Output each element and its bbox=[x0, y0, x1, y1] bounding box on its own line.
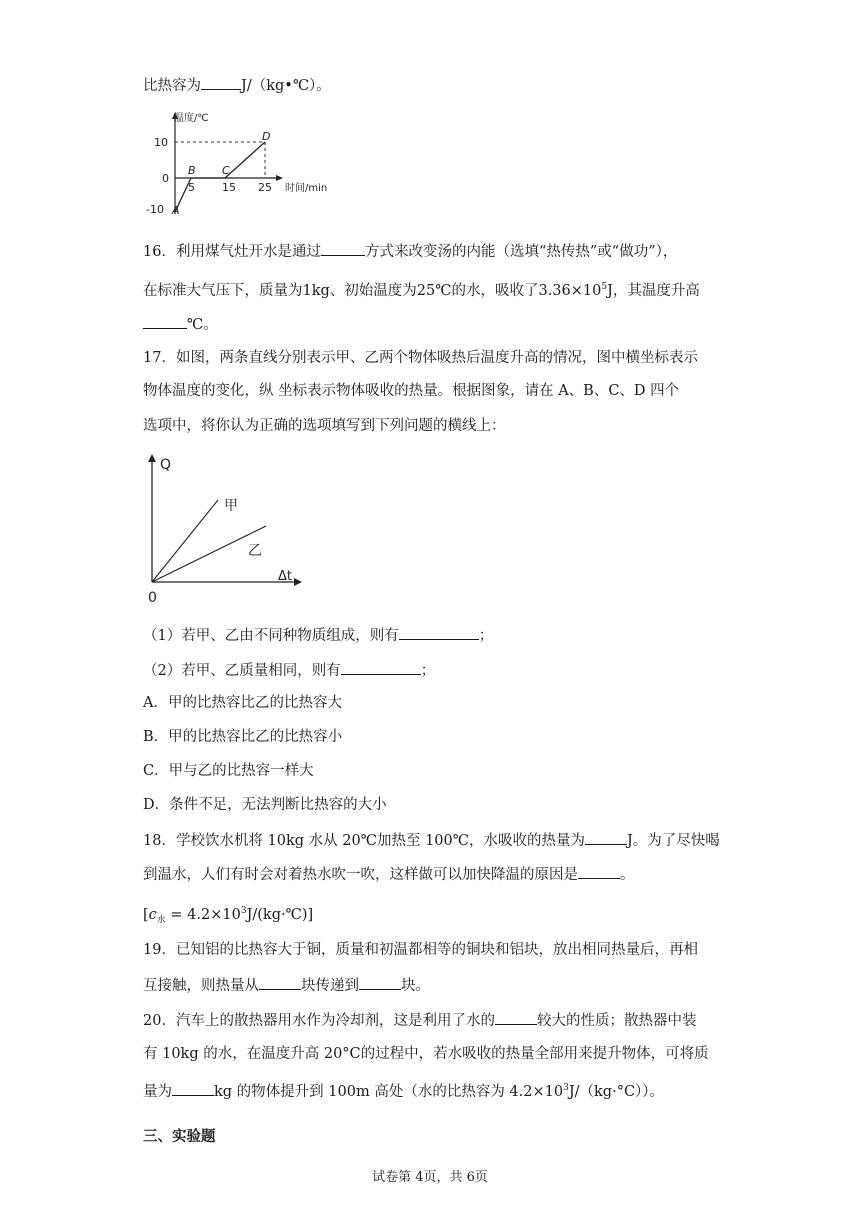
text: 。 bbox=[620, 867, 635, 883]
exponent: 3 bbox=[240, 906, 247, 916]
y-axis-label: Q bbox=[160, 457, 172, 473]
q17-part-2 bbox=[143, 659, 435, 681]
text: （2）若甲、乙质量相同，则有 bbox=[143, 663, 341, 679]
point-label: D bbox=[262, 130, 271, 143]
series-line-jia bbox=[152, 500, 218, 582]
heat-temperature-graph bbox=[140, 450, 310, 610]
text: 、初始温度为 bbox=[329, 282, 417, 299]
q19-line-1: 19．已知铝的比热容大于铜，质量和初温都相等的铜块和铝块，放出相同热量后，再相 bbox=[143, 942, 698, 958]
text: 方式来改变汤的内能（选填“热传热”或“做功”）， bbox=[364, 244, 678, 260]
text: 较大的性质；散热器中装 bbox=[536, 1013, 697, 1029]
answer-blank[interactable] bbox=[143, 313, 187, 329]
subscript: 水 bbox=[156, 915, 166, 926]
y-tick: 10 bbox=[154, 136, 168, 149]
answer-blank[interactable] bbox=[399, 624, 479, 640]
q17-line-2: 物体温度的变化，纵 坐标表示物体吸收的热量。根据图象，请在 A、B、C、D 四个 bbox=[143, 383, 680, 399]
q16-line-2 bbox=[143, 277, 700, 301]
q15-tail-line bbox=[143, 74, 331, 96]
temperature-time-graph bbox=[140, 110, 340, 220]
math-unit: J/(kg·℃) bbox=[246, 906, 308, 923]
answer-blank[interactable] bbox=[341, 659, 421, 675]
text: J/（kg•℃）。 bbox=[241, 78, 331, 94]
text: 18．学校饮水机将 10kg 水从 20℃加热至 100℃，水吸收的热量为 bbox=[143, 833, 585, 849]
q17-line-1: 17．如图，两条直线分别表示甲、乙两个物体吸热后温度升高的情况，图中横坐标表示 bbox=[143, 350, 698, 366]
q18-line-1 bbox=[143, 829, 720, 851]
text: kg 的物体提升到 100m 高处（水的比热容为 4.2×10 bbox=[214, 1083, 564, 1100]
q18-formula bbox=[143, 901, 313, 931]
answer-blank[interactable] bbox=[172, 1080, 214, 1096]
x-tick: 5 bbox=[188, 181, 195, 194]
answer-blank[interactable] bbox=[495, 1009, 537, 1025]
text: （1）若甲、乙由不同种物质组成，则有 bbox=[143, 628, 399, 644]
x-tick: 15 bbox=[222, 181, 236, 194]
q20-line-1 bbox=[143, 1009, 696, 1031]
text: 块。 bbox=[401, 978, 430, 994]
answer-blank[interactable] bbox=[578, 863, 620, 879]
x-tick: 25 bbox=[258, 181, 272, 194]
math-value: = 4.2×10 bbox=[165, 906, 241, 923]
text: 的水，吸收了 bbox=[451, 282, 539, 299]
point-label: A bbox=[172, 204, 180, 217]
math-unit: J bbox=[607, 282, 613, 299]
origin-label: 0 bbox=[148, 590, 157, 606]
option-b: B．甲的比热容比乙的比热容小 bbox=[143, 729, 343, 745]
math-value: 25℃ bbox=[416, 282, 452, 299]
y-axis-arrow bbox=[148, 454, 156, 462]
series-label-yi: 乙 bbox=[248, 543, 262, 559]
text: 16．利用煤气灶开水是通过 bbox=[143, 244, 321, 260]
series-label-jia: 甲 bbox=[224, 498, 238, 514]
bracket: [ bbox=[143, 906, 149, 923]
answer-blank[interactable] bbox=[259, 974, 301, 990]
option-c: C．甲与乙的比热容一样大 bbox=[143, 763, 314, 779]
q17-part-1 bbox=[143, 624, 493, 646]
text: 20．汽车上的散热器用水作为冷却剂，这是利用了水的 bbox=[143, 1013, 495, 1029]
text: J。为了尽快喝 bbox=[626, 833, 720, 849]
answer-blank[interactable] bbox=[585, 829, 627, 845]
q19-line-2 bbox=[143, 974, 430, 996]
q20-line-3 bbox=[143, 1078, 664, 1102]
text: ； bbox=[478, 628, 494, 644]
text: ； bbox=[420, 663, 436, 679]
answer-blank[interactable] bbox=[321, 240, 365, 256]
text: 互接触，则热量从 bbox=[143, 978, 259, 994]
answer-blank[interactable] bbox=[359, 974, 401, 990]
x-axis-arrow bbox=[294, 578, 302, 586]
math-var: c bbox=[148, 906, 157, 923]
point-label: B bbox=[188, 164, 196, 177]
point-label: C bbox=[222, 164, 230, 177]
y-tick: -10 bbox=[146, 203, 164, 216]
section-heading: 三、实验题 bbox=[143, 1128, 216, 1145]
q16-line-1 bbox=[143, 240, 677, 262]
y-axis-label: 温度/℃ bbox=[174, 113, 209, 124]
x-axis-arrow bbox=[276, 175, 283, 181]
q17-line-3: 选项中，将你认为正确的选项填写到下列问题的横线上： bbox=[143, 418, 506, 434]
x-axis-label: Δt bbox=[278, 569, 292, 584]
option-a: A．甲的比热容比乙的比热容大 bbox=[143, 695, 342, 711]
exponent: 3 bbox=[563, 1083, 569, 1093]
text: ，其温度升高 bbox=[612, 282, 700, 299]
answer-blank[interactable] bbox=[201, 74, 241, 90]
option-d: D．条件不足，无法判断比热容的大小 bbox=[143, 797, 387, 813]
text: 在标准大气压下，质量为 bbox=[143, 282, 303, 299]
text: 到温水，人们有时会对着热水吹一吹，这样做可以加快降温的原因是 bbox=[143, 867, 578, 883]
q20-line-2: 有 10kg 的水，在温度升高 20°C的过程中，若水吸收的热量全部用来提升物体，可将质 bbox=[143, 1046, 709, 1062]
exponent: 5 bbox=[601, 282, 608, 292]
y-tick: 0 bbox=[162, 172, 169, 185]
x-axis-label: 时间/min bbox=[285, 183, 328, 194]
bracket: ] bbox=[307, 906, 314, 923]
text: 比热容为 bbox=[143, 78, 201, 94]
text: ℃。 bbox=[187, 317, 218, 333]
q18-line-2 bbox=[143, 863, 635, 885]
text: 块传递到 bbox=[301, 978, 359, 994]
q16-line-3 bbox=[143, 313, 218, 335]
page-footer: 试卷第 4页，共 6页 bbox=[372, 1170, 488, 1185]
text: 量为 bbox=[143, 1083, 172, 1100]
temperature-curve bbox=[175, 142, 265, 212]
math-value: 1kg bbox=[302, 282, 330, 299]
text: J/（kg·°C））。 bbox=[568, 1083, 665, 1100]
math-value: 3.36×10 bbox=[538, 282, 602, 299]
